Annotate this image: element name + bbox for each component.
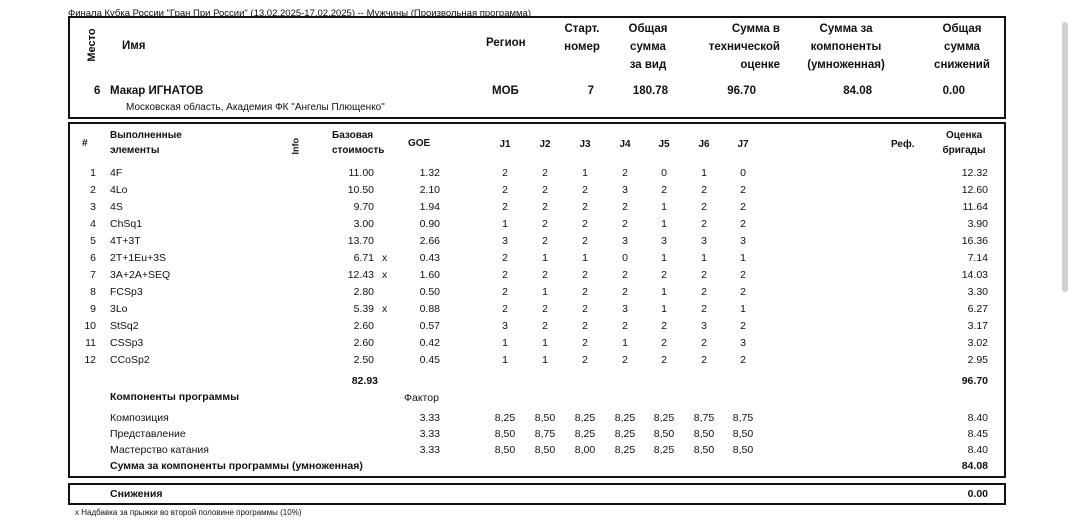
skater-tes: 96.70	[727, 85, 756, 97]
judge-goe-mark: 2	[740, 201, 746, 213]
table-row	[0, 303, 1080, 320]
element-number: 6	[90, 252, 96, 264]
table-row	[0, 201, 1080, 218]
col-judge-header: J2	[539, 139, 551, 150]
judge-goe-mark: 3	[701, 320, 707, 332]
element-base-value: 11.00	[348, 167, 374, 179]
table-row	[0, 167, 1080, 184]
table-row	[0, 184, 1080, 201]
skater-place: 6	[94, 85, 101, 97]
element-score: 2.95	[967, 354, 988, 366]
judge-goe-mark: 3	[622, 235, 628, 247]
col-judge-header: J3	[579, 139, 591, 150]
element-code: 4S	[110, 201, 123, 213]
judge-component-mark: 8,50	[534, 444, 556, 456]
component-row	[0, 412, 1080, 429]
skater-pcs: 84.08	[843, 85, 872, 97]
element-base-value: 2.80	[353, 286, 374, 298]
judge-goe-mark: 2	[740, 286, 746, 298]
table-row	[0, 286, 1080, 303]
element-score: 14.03	[961, 269, 988, 281]
element-goe: 1.60	[419, 269, 440, 281]
col-goe-header: GOE	[408, 138, 431, 149]
tes-label: Сумма в технической оценке	[708, 23, 780, 71]
deductions-row-label: Снижения	[110, 488, 163, 500]
judge-component-mark: 8,25	[494, 412, 516, 424]
component-factor: 3.33	[419, 428, 440, 440]
judge-goe-mark: 1	[502, 218, 508, 230]
judge-goe-mark: 2	[582, 303, 588, 315]
element-score: 12.32	[961, 167, 988, 179]
element-goe: 2.66	[419, 235, 440, 247]
element-number: 9	[90, 303, 96, 315]
judge-component-mark: 8,50	[693, 444, 715, 456]
judge-goe-mark: 0	[740, 167, 746, 179]
judge-goe-mark: 1	[701, 167, 707, 179]
element-score: 16.36	[961, 235, 988, 247]
footnote: x Надбавка за прыжки во второй половине программы (10%)	[75, 508, 302, 517]
judge-goe-mark: 2	[542, 218, 548, 230]
element-number: 2	[90, 184, 96, 196]
judge-goe-mark: 2	[582, 269, 588, 281]
judge-component-mark: 8,50	[732, 444, 754, 456]
judge-goe-mark: 1	[542, 354, 548, 366]
judge-goe-mark: 1	[582, 167, 588, 179]
judge-goe-mark: 2	[542, 269, 548, 281]
element-bonus-mark: x	[382, 303, 388, 315]
judge-goe-mark: 1	[582, 252, 588, 264]
element-code: ChSq1	[110, 218, 143, 230]
judge-component-mark: 8,25	[614, 412, 636, 424]
element-base-value: 2.60	[353, 320, 374, 332]
judge-goe-mark: 2	[582, 337, 588, 349]
total-label: Общая сумма за вид	[628, 23, 668, 71]
judge-component-mark: 8,50	[494, 444, 516, 456]
judge-goe-mark: 2	[582, 218, 588, 230]
component-score: 8.40	[967, 412, 988, 424]
judge-goe-mark: 1	[740, 303, 746, 315]
judge-goe-mark: 2	[701, 286, 707, 298]
table-row	[0, 354, 1080, 371]
col-judge-header: J4	[619, 139, 631, 150]
element-score: 3.90	[967, 218, 988, 230]
col-elements-header: Выполненные элементы	[110, 130, 182, 156]
judge-goe-mark: 3	[740, 235, 746, 247]
judge-goe-mark: 1	[542, 337, 548, 349]
judge-goe-mark: 3	[740, 337, 746, 349]
element-score: 11.64	[962, 201, 988, 213]
judge-goe-mark: 2	[740, 269, 746, 281]
element-base-value: 3.00	[353, 218, 374, 230]
judge-goe-mark: 2	[622, 269, 628, 281]
judge-goe-mark: 2	[740, 184, 746, 196]
judge-component-mark: 8,75	[732, 412, 754, 424]
judge-component-mark: 8,25	[653, 444, 675, 456]
judge-goe-mark: 2	[701, 337, 707, 349]
element-goe: 0.88	[419, 303, 440, 315]
skater-deductions: 0.00	[942, 85, 965, 97]
judge-goe-mark: 2	[701, 269, 707, 281]
judge-goe-mark: 2	[542, 167, 548, 179]
element-code: 3Lo	[110, 303, 128, 315]
judge-goe-mark: 2	[661, 269, 667, 281]
judge-component-mark: 8,75	[534, 428, 556, 440]
element-score: 12.60	[961, 184, 988, 196]
components-title: Компоненты программы	[110, 391, 240, 403]
element-goe: 1.94	[419, 201, 440, 213]
judge-goe-mark: 3	[502, 320, 508, 332]
element-number: 5	[90, 235, 96, 247]
element-code: 4F	[110, 167, 123, 179]
element-number: 12	[84, 354, 96, 366]
table-row	[0, 269, 1080, 286]
element-number: 4	[90, 218, 96, 230]
table-row	[0, 337, 1080, 354]
col-info-header: Info	[290, 138, 301, 155]
judge-goe-mark: 2	[502, 201, 508, 213]
place-label: Место	[86, 28, 98, 62]
skater-start-number: 7	[587, 85, 594, 97]
name-label: Имя	[122, 40, 146, 52]
element-code: FCSp3	[110, 286, 143, 298]
col-base-header: Базовая стоимость	[332, 130, 385, 156]
judge-goe-mark: 2	[622, 218, 628, 230]
element-goe: 0.57	[419, 320, 440, 332]
judge-goe-mark: 2	[582, 286, 588, 298]
element-score: 3.30	[967, 286, 988, 298]
element-code: 4T+3T	[110, 235, 141, 247]
judge-goe-mark: 2	[740, 354, 746, 366]
element-code: 4Lo	[110, 184, 128, 196]
judge-goe-mark: 2	[582, 201, 588, 213]
judge-goe-mark: 2	[502, 303, 508, 315]
component-score: 8.40	[967, 444, 988, 456]
judge-goe-mark: 2	[622, 320, 628, 332]
element-goe: 1.32	[419, 167, 440, 179]
judge-component-mark: 8,25	[614, 428, 636, 440]
judge-goe-mark: 1	[661, 286, 667, 298]
col-score-header: Оценка бригады	[942, 130, 986, 156]
judge-goe-mark: 2	[582, 235, 588, 247]
component-name: Мастерство катания	[110, 444, 209, 456]
judge-goe-mark: 2	[542, 184, 548, 196]
col-judge-header: J6	[698, 139, 710, 150]
component-factor: 3.33	[419, 444, 440, 456]
element-goe: 0.43	[419, 252, 440, 264]
pcs-label: Сумма за компоненты (умноженная)	[807, 23, 885, 71]
element-base-value: 13.70	[347, 235, 374, 247]
col-num-header: #	[82, 138, 88, 149]
judge-goe-mark: 2	[502, 269, 508, 281]
judge-goe-mark: 2	[502, 167, 508, 179]
judge-goe-mark: 3	[622, 184, 628, 196]
col-judge-header: J7	[737, 139, 749, 150]
element-code: 3A+2A+SEQ	[110, 269, 171, 281]
table-row	[0, 218, 1080, 235]
judge-goe-mark: 2	[582, 184, 588, 196]
component-score: 8.45	[967, 428, 988, 440]
col-referee-header: Реф.	[891, 139, 915, 150]
skater-region: МОБ	[492, 85, 519, 97]
judge-goe-mark: 2	[701, 354, 707, 366]
judge-goe-mark: 2	[740, 320, 746, 332]
element-code: CSSp3	[110, 337, 144, 349]
judge-goe-mark: 2	[661, 354, 667, 366]
element-number: 11	[85, 337, 96, 349]
element-score: 3.02	[967, 337, 988, 349]
element-goe: 0.90	[419, 218, 440, 230]
judge-component-mark: 8,50	[693, 428, 715, 440]
judge-goe-mark: 1	[661, 218, 667, 230]
judge-goe-mark: 0	[622, 252, 628, 264]
judge-goe-mark: 2	[542, 320, 548, 332]
element-number: 8	[90, 286, 96, 298]
judge-component-mark: 8,50	[494, 428, 516, 440]
element-base-value: 10.50	[347, 184, 374, 196]
judge-goe-mark: 3	[622, 303, 628, 315]
judge-goe-mark: 2	[502, 286, 508, 298]
judge-goe-mark: 1	[502, 354, 508, 366]
component-row	[0, 444, 1080, 461]
judge-goe-mark: 3	[701, 235, 707, 247]
judge-goe-mark: 2	[661, 337, 667, 349]
judge-goe-mark: 2	[582, 354, 588, 366]
judge-goe-mark: 1	[622, 337, 628, 349]
judge-goe-mark: 1	[701, 252, 707, 264]
table-row	[0, 252, 1080, 269]
judge-goe-mark: 2	[542, 201, 548, 213]
element-score: 3.17	[967, 320, 988, 332]
judge-goe-mark: 2	[701, 303, 707, 315]
judge-goe-mark: 1	[661, 201, 667, 213]
col-judge-header: J1	[499, 139, 511, 150]
region-label: Регион	[486, 37, 526, 49]
component-name: Композиция	[110, 412, 169, 424]
judge-goe-mark: 1	[661, 303, 667, 315]
component-factor: 3.33	[419, 412, 440, 424]
judge-component-mark: 8,75	[693, 412, 715, 424]
element-base-value: 2.60	[353, 337, 374, 349]
judge-goe-mark: 2	[542, 235, 548, 247]
components-total-label: Сумма за компоненты программы (умноженная)	[110, 460, 363, 472]
judge-goe-mark: 2	[502, 184, 508, 196]
component-name: Представление	[110, 428, 186, 440]
element-code: StSq2	[110, 320, 139, 332]
element-base-value: 5.39	[353, 303, 374, 315]
elements-total-score: 96.70	[961, 375, 988, 387]
col-judge-header: J5	[658, 139, 670, 150]
judge-goe-mark: 2	[661, 184, 667, 196]
element-code: CCoSp2	[110, 354, 150, 366]
judge-component-mark: 8,25	[574, 428, 596, 440]
judge-goe-mark: 2	[542, 303, 548, 315]
judge-component-mark: 8,50	[732, 428, 754, 440]
skater-club: Московская область, Академия ФК "Ангелы Плющенко"	[126, 102, 385, 113]
element-number: 1	[90, 167, 96, 179]
start-label: Старт. номер	[564, 23, 600, 53]
element-score: 7.14	[967, 252, 988, 264]
judge-goe-mark: 1	[661, 252, 667, 264]
skater-total-score: 180.78	[632, 85, 668, 97]
judge-goe-mark: 2	[661, 320, 667, 332]
element-base-value: 9.70	[353, 201, 374, 213]
element-number: 10	[84, 320, 96, 332]
judge-goe-mark: 3	[502, 235, 508, 247]
scrollbar[interactable]	[1062, 22, 1068, 292]
element-goe: 0.42	[419, 337, 440, 349]
element-bonus-mark: x	[382, 252, 388, 264]
judge-goe-mark: 2	[701, 218, 707, 230]
judge-goe-mark: 2	[622, 354, 628, 366]
element-score: 6.27	[967, 303, 988, 315]
element-number: 7	[90, 269, 96, 281]
judge-component-mark: 8,25	[614, 444, 636, 456]
elements-total-base: 82.93	[351, 375, 378, 387]
judge-goe-mark: 2	[502, 252, 508, 264]
judge-component-mark: 8,25	[574, 412, 596, 424]
judge-component-mark: 8,50	[534, 412, 556, 424]
judge-goe-mark: 2	[622, 167, 628, 179]
judge-component-mark: 8,25	[653, 412, 675, 424]
table-row	[0, 235, 1080, 252]
judge-goe-mark: 2	[622, 201, 628, 213]
element-number: 3	[90, 201, 96, 213]
factor-label: Фактор	[404, 392, 439, 404]
judge-goe-mark: 1	[502, 337, 508, 349]
judge-goe-mark: 2	[740, 218, 746, 230]
element-code: 2T+1Eu+3S	[110, 252, 167, 264]
component-row	[0, 428, 1080, 445]
skater-name: Макар ИГНАТОВ	[110, 85, 204, 97]
element-goe: 2.10	[419, 184, 440, 196]
judge-goe-mark: 1	[740, 252, 746, 264]
element-goe: 0.50	[419, 286, 440, 298]
table-row	[0, 320, 1080, 337]
deductions-box	[68, 483, 1006, 505]
judge-goe-mark: 1	[542, 286, 548, 298]
element-base-value: 12.43	[347, 269, 374, 281]
element-base-value: 6.71	[353, 252, 374, 264]
element-goe: 0.45	[419, 354, 440, 366]
deductions-label: Общая сумма снижений	[934, 23, 990, 71]
judge-goe-mark: 2	[701, 184, 707, 196]
components-total: 84.08	[961, 460, 988, 472]
judge-component-mark: 8,50	[653, 428, 675, 440]
judge-goe-mark: 3	[661, 235, 667, 247]
element-bonus-mark: x	[382, 269, 388, 281]
judge-component-mark: 8,00	[574, 444, 596, 456]
judge-goe-mark: 1	[542, 252, 548, 264]
judge-goe-mark: 2	[701, 201, 707, 213]
judge-goe-mark: 2	[582, 320, 588, 332]
element-base-value: 2.50	[353, 354, 374, 366]
protocol-title: Финала Кубка России "Гран При России" (13.02.2025-17.02.2025) -- Мужчины (Произвольная программа)	[68, 8, 531, 19]
judge-goe-mark: 2	[622, 286, 628, 298]
deductions-row-value: 0.00	[967, 488, 988, 500]
judge-goe-mark: 0	[661, 167, 667, 179]
